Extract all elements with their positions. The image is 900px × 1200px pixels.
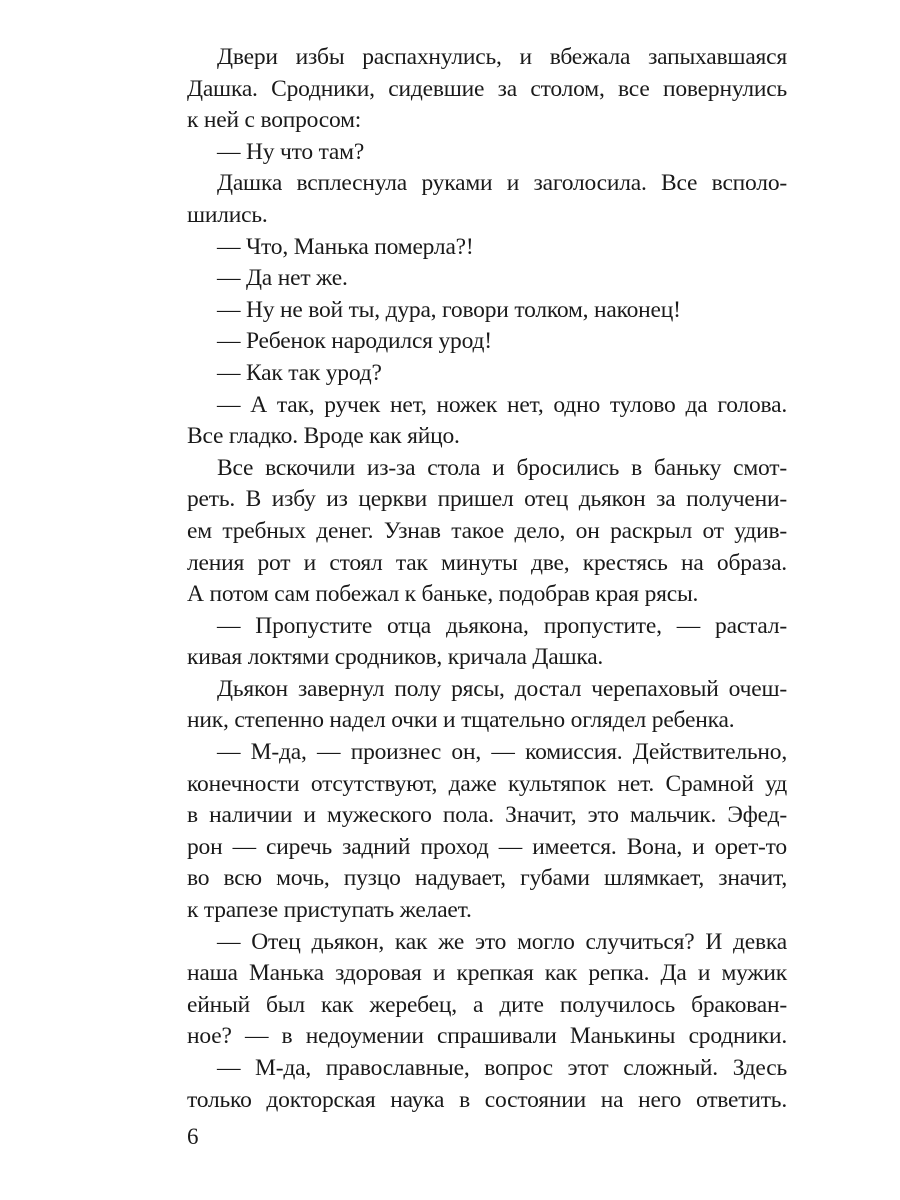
text-line: ник, степенно надел очки и тщательно оглядел ребенка. [187,707,735,734]
text-line: Все вскочили из-за стола и бросились в баньку смот- [217,454,787,481]
text-line: ейный был как жеребец, а дите получилось бракован- [187,991,787,1018]
text-line: рон — сиречь задний проход — имеется. Вона, и орет-то [187,833,787,860]
text-line: — Что, Манька померла?! [217,233,474,260]
text-line: А потом сам побежал к баньке, подобрав края рясы. [187,581,699,608]
text-line: — Как так урод? [217,359,382,386]
text-line: — Ну что там? [217,138,365,165]
text-line: реть. В избу из церкви пришел отец дьякон за получени- [187,486,787,513]
text-line: — А так, ручек нет, ножек нет, одно тулово да голова. [217,391,787,418]
text-line: — Ну не вой ты, дура, говори толком, наконец! [217,296,681,323]
text-line: Все гладко. Вроде как яйцо. [187,423,460,450]
text-line: Дашка всплеснула руками и заголосила. Все всполо- [217,170,787,197]
text-line: — М-да, православные, вопрос этот сложный. Здесь [217,1055,787,1081]
text-line: наша Манька здоровая и крепкая как репка. Да и мужик [187,960,787,987]
text-line: во всю мочь, пузцо надувает, губами шлямкает, значит, [187,865,787,892]
text-line: — Пропустите отца дьякона, пропустите, — растал- [217,612,787,639]
text-line: только докторская наука в состоянии на него ответить. [187,1086,787,1113]
text-line: ное? — в недоумении спрашивали Манькины сродники. [187,1023,787,1050]
text-line: ления рот и стоял так минуты две, крестясь на образа. [187,549,787,576]
text-line: — Отец дьякон, как же это могло случиться? И девка [217,928,787,955]
text-line: ем требных денег. Узнав такое дело, он раскрыл от удив- [187,517,787,544]
text-line: в наличии и мужеского пола. Значит, это мальчик. Эфед- [187,802,787,829]
text-line: к трапезе приступать желает. [187,897,472,924]
text-line: Дашка. Сродники, сидевшие за столом, все повернулись [187,75,787,102]
text-line: к ней с вопросом: [187,107,362,134]
text-line: — Да нет же. [217,265,348,292]
book-page-text [187,42,787,1116]
text-line: Двери избы распахнулись, и вбежала запыхавшаяся [217,44,787,70]
text-line: конечности отсутствуют, даже культяпок нет. Срамной уд [187,770,787,797]
text-line: кивая локтями сродников, кричала Дашка. [187,644,604,671]
page-number: 6 [187,1124,199,1149]
text-line: Дьякон завернул полу рясы, достал черепаховый очеш- [217,675,787,702]
text-line: — Ребенок народился урод! [217,328,492,355]
text-line: шились. [187,201,268,228]
text-line: — М-да, — произнес он, — комиссия. Действительно, [217,739,787,766]
